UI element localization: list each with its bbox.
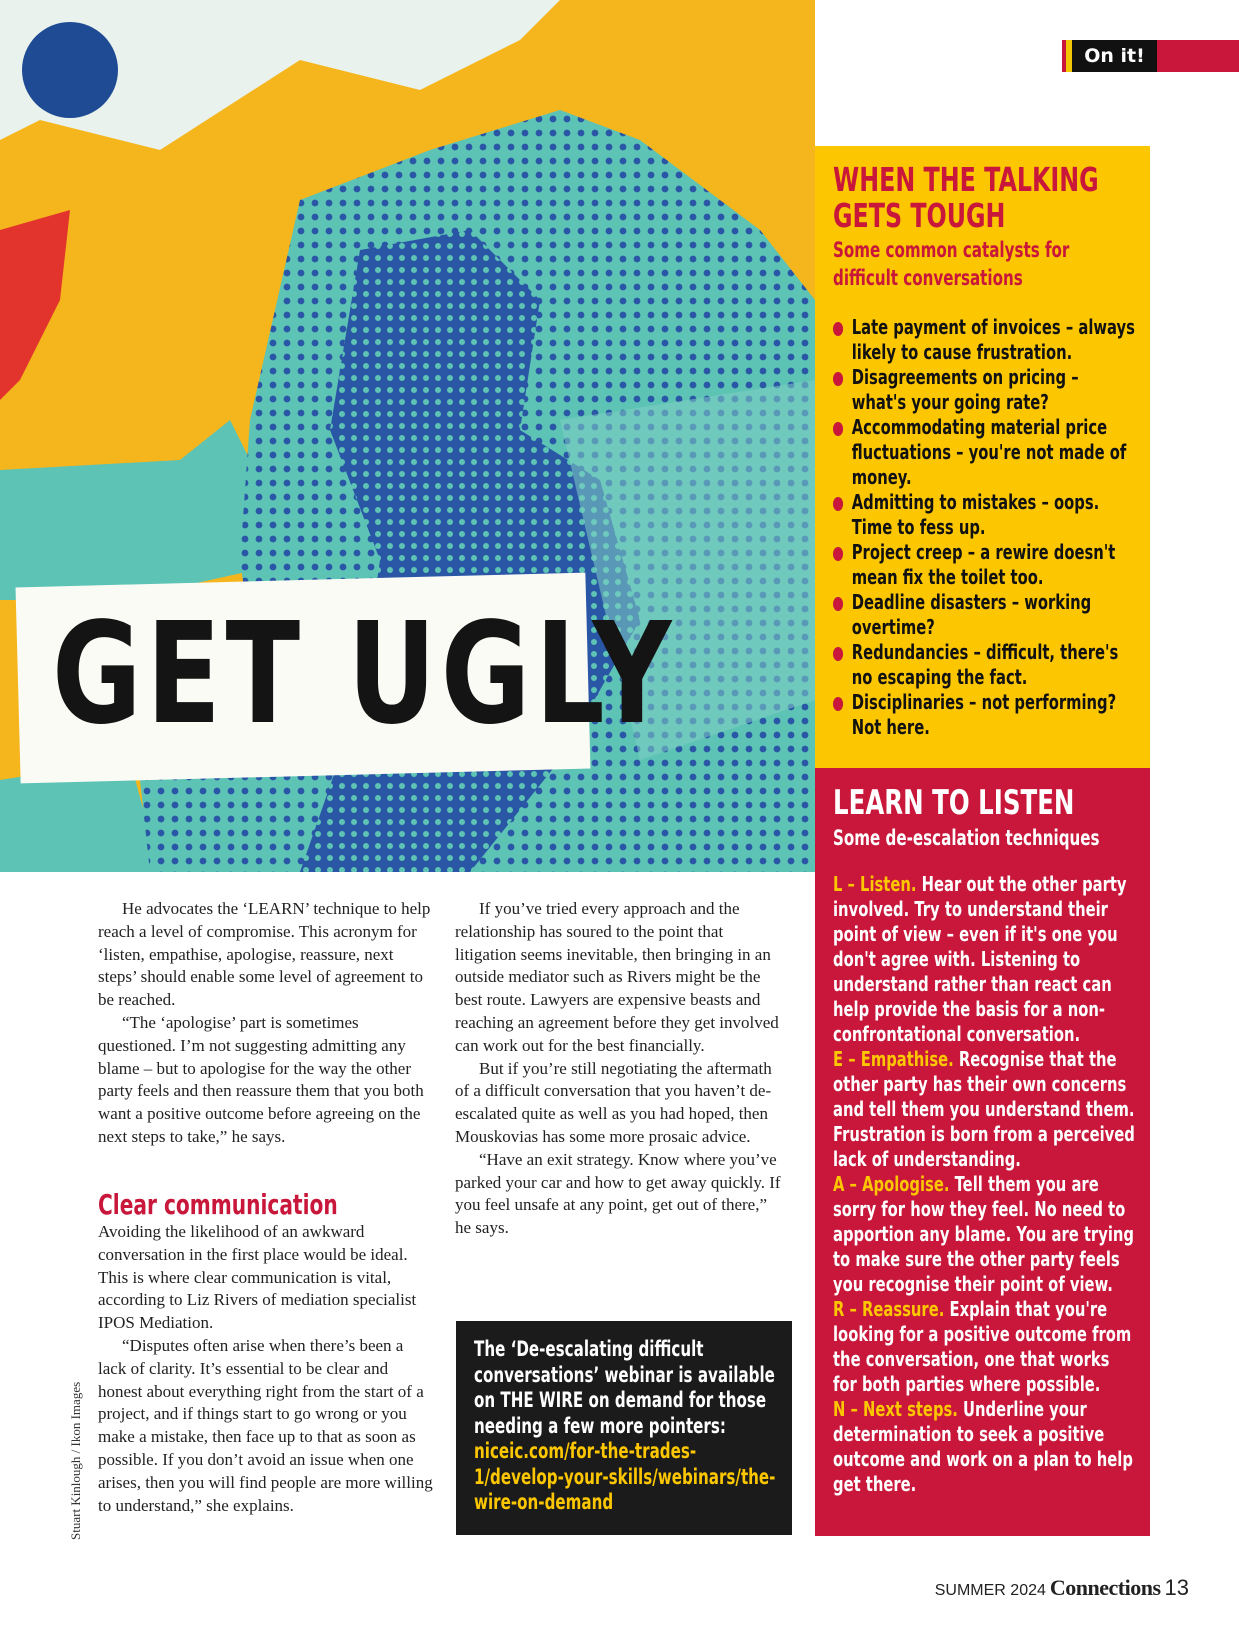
technique-item <box>833 1047 1135 1172</box>
subheading: Clear communication <box>98 1188 338 1221</box>
technique-text: Recognise that the other party has their own concerns and tell them you understand them. Frustration is born from a perceived lack of understanding. <box>833 1047 1135 1171</box>
catalyst-list <box>833 315 1135 740</box>
sidebar-yellow-subtitle <box>833 236 1143 292</box>
article-column-1 <box>98 898 433 1149</box>
bullet-icon <box>833 422 843 436</box>
technique-item <box>833 1172 1135 1297</box>
page-number: 13 <box>1164 1575 1189 1600</box>
technique-key: N – Next steps. <box>833 1397 958 1421</box>
list-item: Deadline disasters – working overtime? <box>833 590 1135 640</box>
body-paragraph: But if you’re still negotiating the aftermath of a difficult conversation that you haven’t de-escalated quite as well as you had hoped, then Mouskovias has some more prosaic advice. <box>455 1058 772 1146</box>
sidebar-red-title: LEARN TO LISTEN <box>833 783 1075 823</box>
section-tag: On it! <box>1066 40 1157 72</box>
body-paragraph: “The ‘apologise’ part is sometimes questioned. I’m not suggesting admitting any blame – but to apologise for the way the other party feels and then reassure them that you both want a positive outcome before agreeing on the next steps to take,” he says. <box>98 1012 424 1146</box>
bullet-icon <box>833 697 843 711</box>
body-paragraph: Avoiding the likelihood of an awkward conversation in the first place would be ideal. This is where clear communication is vital, according to Liz Rivers of mediation specialist IPOS Mediation. <box>98 1222 417 1333</box>
body-paragraph: “Have an exit strategy. Know where you’ve parked your car and how to get away quickly. If you feel unsafe at any point, get out of there,” he says. <box>455 1149 781 1238</box>
technique-key: R – Reassure. <box>833 1297 945 1321</box>
list-item: Admitting to mistakes – oops. Time to fess up. <box>833 490 1135 540</box>
sidebar-yellow-subtitle-line: difficult conversations <box>833 266 1023 290</box>
technique-key: E – Empathise. <box>833 1047 954 1071</box>
list-item: Accommodating material price fluctuations – you're not made of money. <box>833 415 1135 490</box>
webinar-link[interactable]: niceic.com/for-the-trades-1/develop-your-skills/webinars/the-wire-on-demand <box>474 1439 776 1514</box>
bullet-icon <box>833 497 843 511</box>
technique-list <box>833 872 1135 1497</box>
sidebar-red-subtitle: Some de-escalation techniques <box>833 826 1100 850</box>
bullet-icon <box>833 647 843 661</box>
image-credit: Stuart Kinlough / Ikon Images <box>68 1381 83 1540</box>
technique-item <box>833 1297 1135 1397</box>
list-item: Redundancies – difficult, there's no escaping the fact. <box>833 640 1135 690</box>
callout-text: The ‘De-escalating difficult conversations’ webinar is available on THE WIRE on demand for those needing a few more pointers: <box>474 1337 775 1438</box>
body-paragraph: He advocates the ‘LEARN’ technique to help reach a level of compromise. This acronym for ‘listen, empathise, apologise, reassure, next steps’ should enable some level of agreement to be reached. <box>98 899 431 1010</box>
list-item: Project creep – a rewire doesn't mean fix the toilet too. <box>833 540 1135 590</box>
sidebar-yellow-title <box>833 162 1143 234</box>
issue-season: SUMMER 2024 <box>934 1582 1046 1599</box>
list-item: Disagreements on pricing – what's your going rate? <box>833 365 1135 415</box>
sidebar-yellow-subtitle-line: Some common catalysts for <box>833 238 1070 262</box>
webinar-callout-text <box>474 1337 776 1516</box>
article-column-1-continued <box>98 1221 433 1517</box>
sidebar-yellow-title-line: WHEN THE TALKING <box>833 160 1099 199</box>
technique-text: Hear out the other party involved. Try to understand their point of view – even if it's one you don't agree with. Listening to understand rather than react can help provide the basis for a non-confrontational conversation. <box>833 872 1127 1046</box>
sidebar-yellow-title-line: GETS TOUGH <box>833 196 1006 235</box>
body-paragraph: “Disputes often arise when there’s been a lack of clarity. It’s essential to be clear and honest about everything right from the start of a project, and if things start to go wrong or you make a mistake, then face up to that as soon as possible. If you don’t avoid an issue when one arises, then you will find people are more willing to understand,” she explains. <box>98 1335 433 1515</box>
page-footer <box>935 1575 1189 1601</box>
headline: GET UGLY <box>52 593 677 756</box>
magazine-name: Connections <box>1049 1575 1161 1600</box>
bullet-icon <box>833 597 843 611</box>
bullet-icon <box>833 322 843 336</box>
technique-item <box>833 872 1135 1047</box>
bullet-icon <box>833 547 843 561</box>
technique-text: Explain that you're looking for a positive outcome from the conversation, one that works for both parties where possible. <box>833 1297 1132 1396</box>
body-paragraph: If you’ve tried every approach and the relationship has soured to the point that litigation seems inevitable, then bringing in an outside mediator such as Rivers might be the best route. Lawyers are expensive beasts and reaching an agreement before they get involved can work out for the best financially. <box>455 899 779 1055</box>
bullet-icon <box>833 372 843 386</box>
list-item: Late payment of invoices – always likely to cause frustration. <box>833 315 1135 365</box>
technique-key: L – Listen. <box>833 872 917 896</box>
technique-text: Tell them you are sorry for how they feel. No need to apportion any blame. You are trying to make sure the other party feels you recognise their point of view. <box>833 1172 1134 1296</box>
technique-key: A – Apologise. <box>833 1172 950 1196</box>
technique-item <box>833 1397 1135 1497</box>
list-item: Disciplinaries – not performing? Not here. <box>833 690 1135 740</box>
article-column-2 <box>455 898 785 1240</box>
technique-text: Underline your determination to seek a positive outcome and work on a plan to help get there. <box>833 1397 1133 1496</box>
